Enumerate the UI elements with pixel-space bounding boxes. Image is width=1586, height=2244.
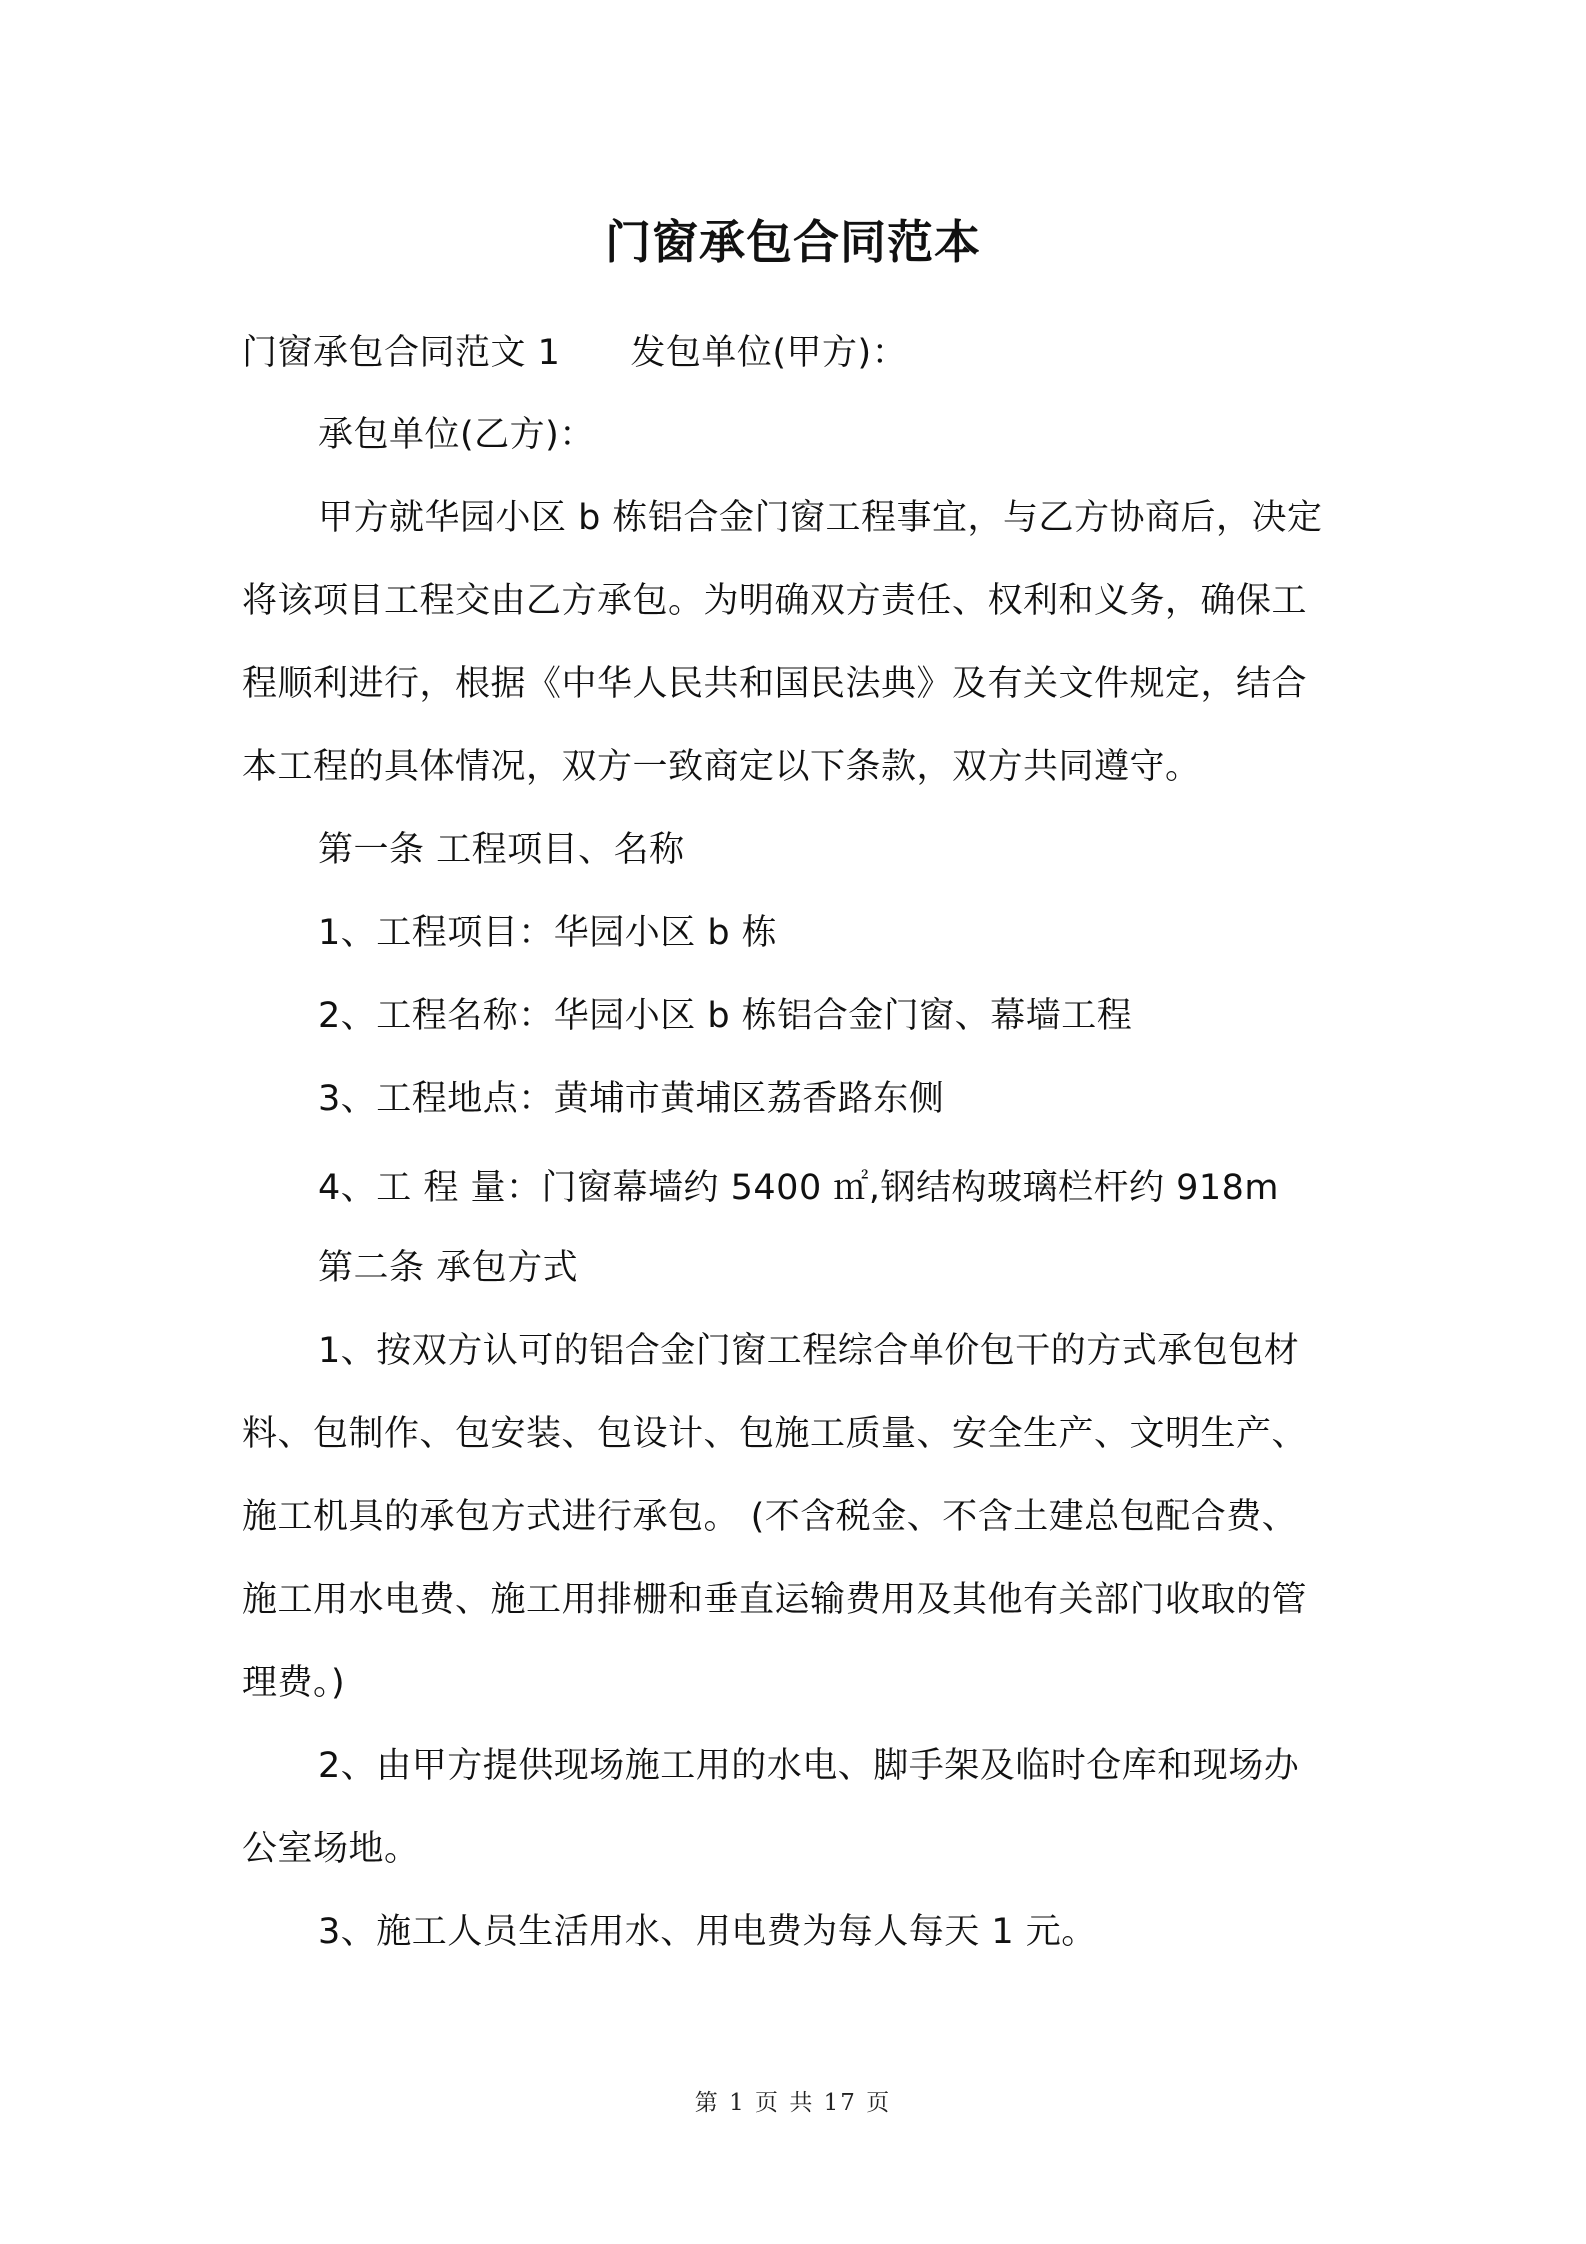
paragraph-line: 施工用水电费、施工用排栅和垂直运输费用及其他有关部门收取的管 <box>242 1580 1308 1620</box>
section-heading: 第二条 承包方式 <box>318 1248 579 1288</box>
paragraph-line: 将该项目工程交由乙方承包。为明确双方责任、权利和义务，确保工 <box>242 581 1308 621</box>
party-b-label: 承包单位(乙方)： <box>318 415 595 455</box>
paragraph-line: 施工机具的承包方式进行承包。 (不含税金、不含土建总包配合费、 <box>242 1497 1298 1537</box>
list-item: 3、工程地点：黄埔市黄埔区荔香路东侧 <box>318 1079 945 1119</box>
paragraph-line: 2、由甲方提供现场施工用的水电、脚手架及临时仓库和现场办 <box>318 1746 1300 1786</box>
section-heading: 第一条 工程项目、名称 <box>318 830 685 870</box>
paragraph-line: 甲方就华园小区 b 栋铝合金门窗工程事宜，与乙方协商后，决定 <box>318 498 1323 538</box>
paragraph-line: 3、施工人员生活用水、用电费为每人每天 1 元。 <box>318 1912 1097 1952</box>
list-item: 1、工程项目：华园小区 b 栋 <box>318 913 778 953</box>
list-item: 2、工程名称：华园小区 b 栋铝合金门窗、幕墙工程 <box>318 996 1133 1036</box>
party-a-label: 发包单位(甲方)： <box>630 333 908 373</box>
paragraph-line: 程顺利进行，根据《中华人民共和国民法典》及有关文件规定，结合 <box>242 664 1308 704</box>
paragraph-line: 公室场地。 <box>242 1829 420 1869</box>
contract-sample-label: 门窗承包合同范文 1 <box>242 333 561 373</box>
paragraph-line: 理费。) <box>242 1663 346 1703</box>
list-item: 4、工 程 量：门窗幕墙约 5400 ㎡,钢结构玻璃栏杆约 918m <box>318 1168 1279 1208</box>
page-number: 第 1 页 共 17 页 <box>694 2090 892 2116</box>
header-line <box>242 330 1352 376</box>
paragraph-line: 1、按双方认可的铝合金门窗工程综合单价包干的方式承包包材 <box>318 1331 1300 1371</box>
paragraph-line: 料、包制作、包安装、包设计、包施工质量、安全生产、文明生产、 <box>242 1414 1308 1454</box>
paragraph-line: 本工程的具体情况，双方一致商定以下条款，双方共同遵守。 <box>242 747 1201 787</box>
document-title: 门窗承包合同范本 <box>605 215 981 269</box>
